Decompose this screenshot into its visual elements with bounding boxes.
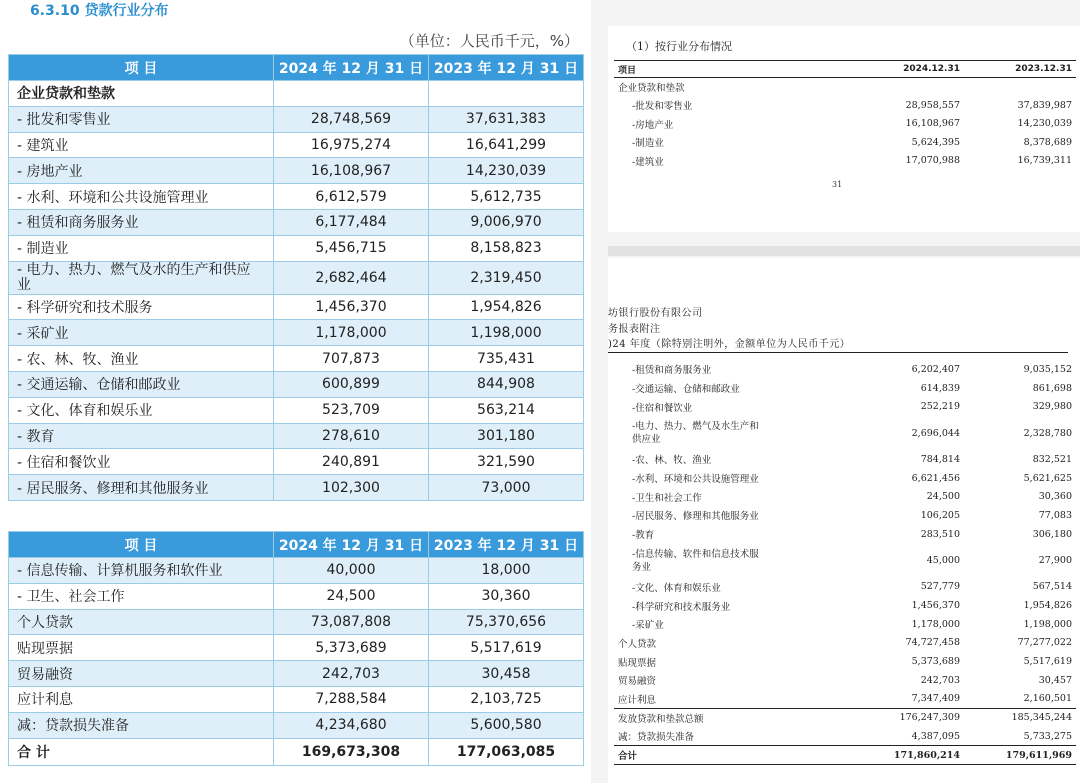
value-2023: 2,319,450 [429,261,584,294]
row-label: - 教育 [9,423,274,449]
empty-cell [429,81,584,107]
report-value-2024: 7,347,409 [911,693,960,705]
total-row [9,738,584,765]
report-value-2023: 5,621,625 [1023,472,1072,484]
unit-note: （单位：人民币千元，%） [399,32,579,50]
report-value-2023: 567,514 [1032,581,1072,593]
report-notes-title: 务报表附注 [608,324,661,335]
value-2023: 30,360 [429,583,584,609]
report-total-row [614,746,1076,765]
total-2023: 177,063,085 [429,738,584,765]
row-label: - 租赁和商务服务业 [9,209,274,235]
report-row-label-line2: 供应业 [632,434,661,446]
report-row [614,469,1076,488]
report-value-2024: 106,205 [920,509,960,521]
value-2024: 523,709 [274,397,429,423]
col-header-item: 项 目 [9,532,274,558]
report-value-2023: 16,739,311 [1017,155,1072,167]
report-row-label: -采矿业 [632,620,664,632]
row-label: - 卫生、社会工作 [9,583,274,609]
report-header-row [614,61,1076,78]
col-header-2023: 2023 年 12 月 31 日 [429,55,584,81]
section-label: 企业贷款和垫款 [9,81,274,107]
report-value-2024: 252,219 [920,401,960,413]
table-row [9,209,584,235]
report-value-2024: 16,108,967 [905,118,960,130]
report-section-label: 企业贷款和垫款 [618,83,685,94]
table-row [9,132,584,158]
report-value-2023: 77,083 [1038,509,1072,521]
report-value-2023: 2,328,780 [1023,427,1072,439]
row-label: - 制造业 [9,235,274,261]
value-2023: 735,431 [429,346,584,372]
report-value-2023: 2,160,501 [1023,693,1072,705]
value-2023: 321,590 [429,449,584,475]
row-label: 贴现票据 [9,635,274,661]
report-row-label: -科学研究和技术服务业 [632,601,731,613]
table-row [9,371,584,397]
report-value-2024: 283,510 [920,528,960,540]
report-value-2024: 2,696,044 [911,427,960,439]
value-2023: 844,908 [429,371,584,397]
total-label: 合 计 [9,738,274,765]
table-row [9,635,584,661]
report-value-2024: 74,727,458 [905,637,960,649]
table-header-row [9,532,584,558]
report-row [614,450,1076,469]
row-label: - 采矿业 [9,320,274,346]
empty-cell [274,81,429,107]
value-2023: 2,103,725 [429,686,584,712]
value-2024: 16,975,274 [274,132,429,158]
table-row [9,158,584,184]
value-2023: 9,006,970 [429,209,584,235]
gross-row [614,708,1076,727]
value-2023: 14,230,039 [429,158,584,184]
value-2023: 16,641,299 [429,132,584,158]
row-label: - 科学研究和技术服务 [9,294,274,320]
loan-industry-table-1 [8,54,584,501]
value-2024: 6,177,484 [274,209,429,235]
subsection-title: （1）按行业分布情况 [626,40,732,53]
report-value-2024: 6,621,456 [911,472,960,484]
col-header-2024: 2024 年 12 月 31 日 [274,532,429,558]
table-row [9,609,584,635]
report-row-label: -房地产业 [632,119,674,131]
page-divider [608,246,1080,256]
report-section-row [614,78,1076,97]
report-value-2023: 5,517,619 [1023,656,1072,668]
value-2023: 5,517,619 [429,635,584,661]
report-row-label: -农、林、牧、渔业 [632,455,712,467]
row-label: 减：贷款损失准备 [9,712,274,738]
row-label: 贸易融资 [9,661,274,687]
row-label-wrapped [9,261,274,294]
value-2024: 16,108,967 [274,158,429,184]
report-value-2024: 5,373,689 [911,656,960,668]
right-report-page-bottom [608,258,1080,783]
table-row [9,261,584,294]
row-label: 应计利息 [9,686,274,712]
report-value-2024: 6,202,407 [911,363,960,375]
table-row [9,320,584,346]
allowance-2024: 4,387,095 [911,730,960,742]
report-row [614,416,1076,450]
report-row [614,596,1076,615]
value-2023: 37,631,383 [429,106,584,132]
table-row [9,712,584,738]
report-total-2023: 179,611,969 [964,746,1076,765]
row-label: - 批发和零售业 [9,106,274,132]
value-2023: 73,000 [429,475,584,501]
col-header-2024: 2024 年 12 月 31 日 [274,55,429,81]
report-row-label-wrapped [614,416,849,450]
report-period-note: )24 年度（除特别注明外，金额单位为人民币千元） [608,339,851,350]
report-row-label: -卫生和社会工作 [632,492,702,504]
report-row-label-line1: -电力、热力、燃气及水生产和 [632,421,759,433]
report-value-2024: 28,958,557 [905,99,960,111]
table-row [9,583,584,609]
report-row-label: -住宿和餐饮业 [632,402,693,414]
report-value-2024: 1,178,000 [911,618,960,630]
value-2024: 278,610 [274,423,429,449]
row-label: - 交通运输、仓储和邮政业 [9,371,274,397]
value-2023: 5,600,580 [429,712,584,738]
value-2023: 18,000 [429,558,584,584]
value-2024: 40,000 [274,558,429,584]
value-2024: 24,500 [274,583,429,609]
report-row-label: -制造业 [632,138,664,150]
report-row [614,152,1076,171]
report-value-2024: 5,624,395 [911,136,960,148]
section-row [9,81,584,107]
report-row [614,379,1076,398]
report-table-bottom [614,360,1076,765]
row-label: - 建筑业 [9,132,274,158]
gross-2024: 176,247,309 [849,708,964,727]
report-value-2023: 1,198,000 [1023,618,1072,630]
report-row [614,360,1076,379]
report-row [614,115,1076,134]
report-row-label: -交通运输、仓储和邮政业 [632,384,740,396]
table-row [9,294,584,320]
table-row [9,184,584,210]
gross-2023: 185,345,244 [964,708,1076,727]
row-label: - 文化、体育和娱乐业 [9,397,274,423]
report-row-label: -批发和零售业 [632,101,693,113]
value-2024: 102,300 [274,475,429,501]
col-header-2023: 2023 年 12 月 31 日 [429,532,584,558]
report-value-2023: 306,180 [1032,528,1072,540]
report-value-2023: 14,230,039 [1017,118,1072,130]
report-value-2023: 1,954,826 [1023,600,1072,612]
report-value-2023: 861,698 [1032,382,1072,394]
report-col-2023: 2023.12.31 [964,61,1076,78]
report-value-2024: 1,456,370 [911,600,960,612]
report-row [614,96,1076,115]
report-row [614,652,1076,671]
value-2023: 1,198,000 [429,320,584,346]
value-2024: 7,288,584 [274,686,429,712]
report-row [614,615,1076,634]
value-2024: 73,087,808 [274,609,429,635]
value-2023: 5,612,735 [429,184,584,210]
loan-industry-table-2 [8,531,584,766]
report-value-2024: 17,070,988 [905,155,960,167]
report-row [614,506,1076,525]
table-row [9,475,584,501]
table-row [9,346,584,372]
report-value-2023: 329,980 [1032,401,1072,413]
row-label-line2: 业 [17,277,31,294]
report-row-label: 贴现票据 [618,657,657,669]
row-label: - 房地产业 [9,158,274,184]
table-row [9,235,584,261]
table-row [9,449,584,475]
report-col-2024: 2024.12.31 [849,61,964,78]
report-value-2024: 527,779 [920,581,960,593]
row-label: - 住宿和餐饮业 [9,449,274,475]
report-row [614,671,1076,690]
table-row [9,397,584,423]
value-2023: 30,458 [429,661,584,687]
report-value-2023: 8,378,689 [1023,136,1072,148]
report-value-2023: 832,521 [1032,453,1072,465]
page-number: 31 [832,180,843,189]
report-value-2023: 37,839,987 [1017,99,1072,111]
report-row-label: 贸易融资 [618,676,657,688]
row-label: - 水利、环境和公共设施管理业 [9,184,274,210]
report-value-2023: 9,035,152 [1023,363,1072,375]
value-2024: 5,373,689 [274,635,429,661]
company-name: 坊银行股份有限公司 [608,308,703,319]
report-value-2024: 45,000 [926,555,960,566]
report-row-label-line1: -信息传输、软件和信息技术服 [632,548,759,560]
report-row-label: -教育 [632,530,655,542]
row-label: - 农、林、牧、渔业 [9,346,274,372]
report-value-2024: 784,814 [920,453,960,465]
report-row-label-line2: 务业 [632,561,652,573]
gross-label: 发放贷款和垫款总额 [614,708,849,727]
table-row [9,106,584,132]
report-row-label: 应计利息 [618,694,657,706]
report-value-2023: 27,900 [1038,555,1072,566]
row-label: - 居民服务、修理和其他服务业 [9,475,274,501]
report-row-label-wrapped [614,544,849,578]
table-row [9,661,584,687]
allowance-row [614,727,1076,746]
report-total-label: 合计 [614,746,849,765]
section-title: 6.3.10 贷款行业分布 [30,3,169,19]
row-label-line1: - 电力、热力、燃气及水的生产和供应 [17,262,251,279]
value-2024: 4,234,680 [274,712,429,738]
report-value-2024: 614,839 [920,382,960,394]
right-report-page-top [608,26,1080,232]
value-2023: 75,370,656 [429,609,584,635]
report-row-label: 个人贷款 [618,638,657,650]
value-2024: 600,899 [274,371,429,397]
report-total-2024: 171,860,214 [849,746,964,765]
report-row [614,544,1076,578]
row-label: - 信息传输、计算机服务和软件业 [9,558,274,584]
value-2024: 6,612,579 [274,184,429,210]
value-2024: 707,873 [274,346,429,372]
value-2024: 2,682,464 [274,261,429,294]
report-row-label: -文化、体育和娱乐业 [632,582,721,594]
report-row [614,397,1076,416]
value-2023: 563,214 [429,397,584,423]
report-table-top [614,60,1076,170]
allowance-2023: 5,733,275 [1023,730,1072,742]
report-value-2023: 30,457 [1038,674,1072,686]
table-header-row [9,55,584,81]
report-row-label: -建筑业 [632,156,664,168]
value-2024: 242,703 [274,661,429,687]
value-2024: 1,456,370 [274,294,429,320]
report-value-2023: 77,277,022 [1017,637,1072,649]
allowance-label: 减：贷款损失准备 [618,732,695,744]
col-header-item: 项 目 [9,55,274,81]
value-2023: 1,954,826 [429,294,584,320]
report-row [614,578,1076,597]
table-row [9,686,584,712]
value-2023: 301,180 [429,423,584,449]
report-row [614,525,1076,544]
value-2024: 5,456,715 [274,235,429,261]
report-row [614,634,1076,653]
table-row [9,558,584,584]
value-2023: 8,158,823 [429,235,584,261]
report-value-2024: 24,500 [926,491,960,503]
report-col-item: 项目 [614,61,849,78]
total-2024: 169,673,308 [274,738,429,765]
value-2024: 1,178,000 [274,320,429,346]
report-row-label: -居民服务、修理和其他服务业 [632,511,759,523]
value-2024: 28,748,569 [274,106,429,132]
value-2024: 240,891 [274,449,429,475]
report-row [614,133,1076,152]
report-row-label: -租赁和商务服务业 [632,365,712,377]
report-row [614,690,1076,709]
report-value-2023: 30,360 [1038,491,1072,503]
report-row [614,487,1076,506]
report-value-2024: 242,703 [920,674,960,686]
row-label: 个人贷款 [9,609,274,635]
table-row [9,423,584,449]
report-row-label: -水利、环境和公共设施管理业 [632,474,759,486]
header-rule [608,352,1068,353]
